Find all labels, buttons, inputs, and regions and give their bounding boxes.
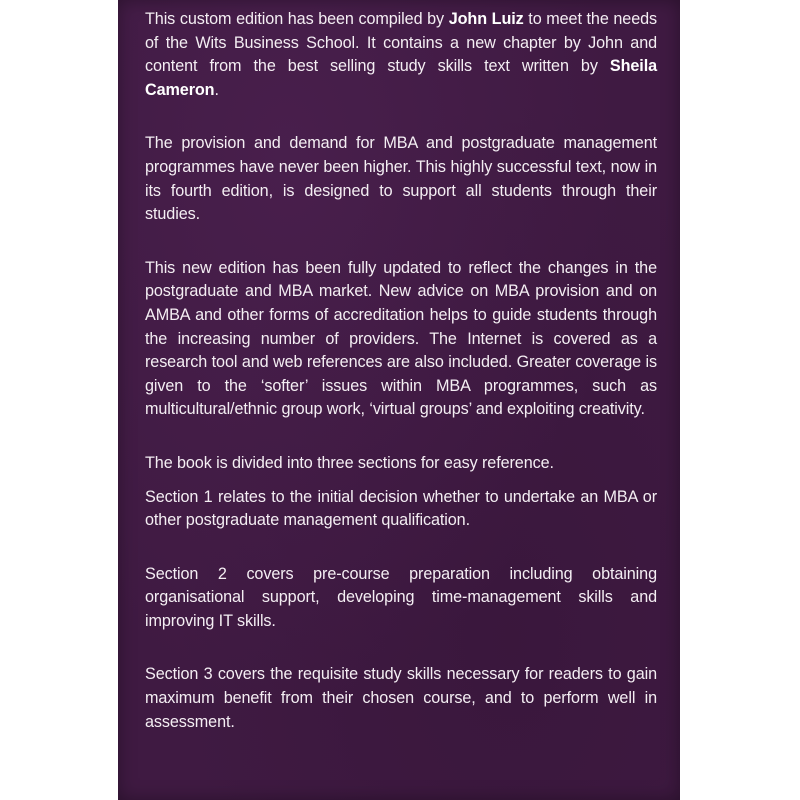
new-edition-paragraph: This new edition has been fully updated to reflect the changes in the postgraduate and MBA market. New advice on MBA provision and on AMBA and other forms of accreditation helps to guide students through the increasing number of providers. The Internet is covered as a research tool and web references are also included. Greater coverage is given to the ‘softer’ issues within MBA programmes, such as multicultural/ethnic group work, ‘virtual groups’ and exploiting creativity.	[145, 258, 657, 419]
provision-paragraph: The provision and demand for MBA and postgraduate management programmes have never been higher. This highly successful text, now in its fourth edition, is designed to support all students through their studies.	[145, 134, 657, 224]
back-cover-panel	[118, 0, 680, 800]
section-2-paragraph: Section 2 covers pre-course preparation including obtaining organisational support, developing time-management skills and improving IT skills.	[145, 564, 657, 630]
intro-text-part2: to meet the needs of the Wits Business School. It contains a new chapter by John and content from the best selling study skills text written by	[145, 10, 657, 76]
intro-paragraph	[145, 8, 657, 102]
section-1-paragraph: Section 1 relates to the initial decision whether to undertake an MBA or other postgraduate management qualification.	[145, 487, 657, 530]
sections-intro-paragraph: The book is divided into three sections for easy reference.	[145, 453, 554, 472]
blurb-text	[145, 8, 657, 734]
intro-text-part1: This custom edition has been compiled by	[145, 10, 449, 28]
section-3-paragraph: Section 3 covers the requisite study skills necessary for readers to gain maximum benefit from their chosen course, and to perform well in assessment.	[145, 665, 657, 731]
author-name: Sheila Cameron	[145, 57, 657, 99]
intro-text-part3: .	[214, 80, 219, 99]
compiler-name: John Luiz	[448, 10, 524, 28]
